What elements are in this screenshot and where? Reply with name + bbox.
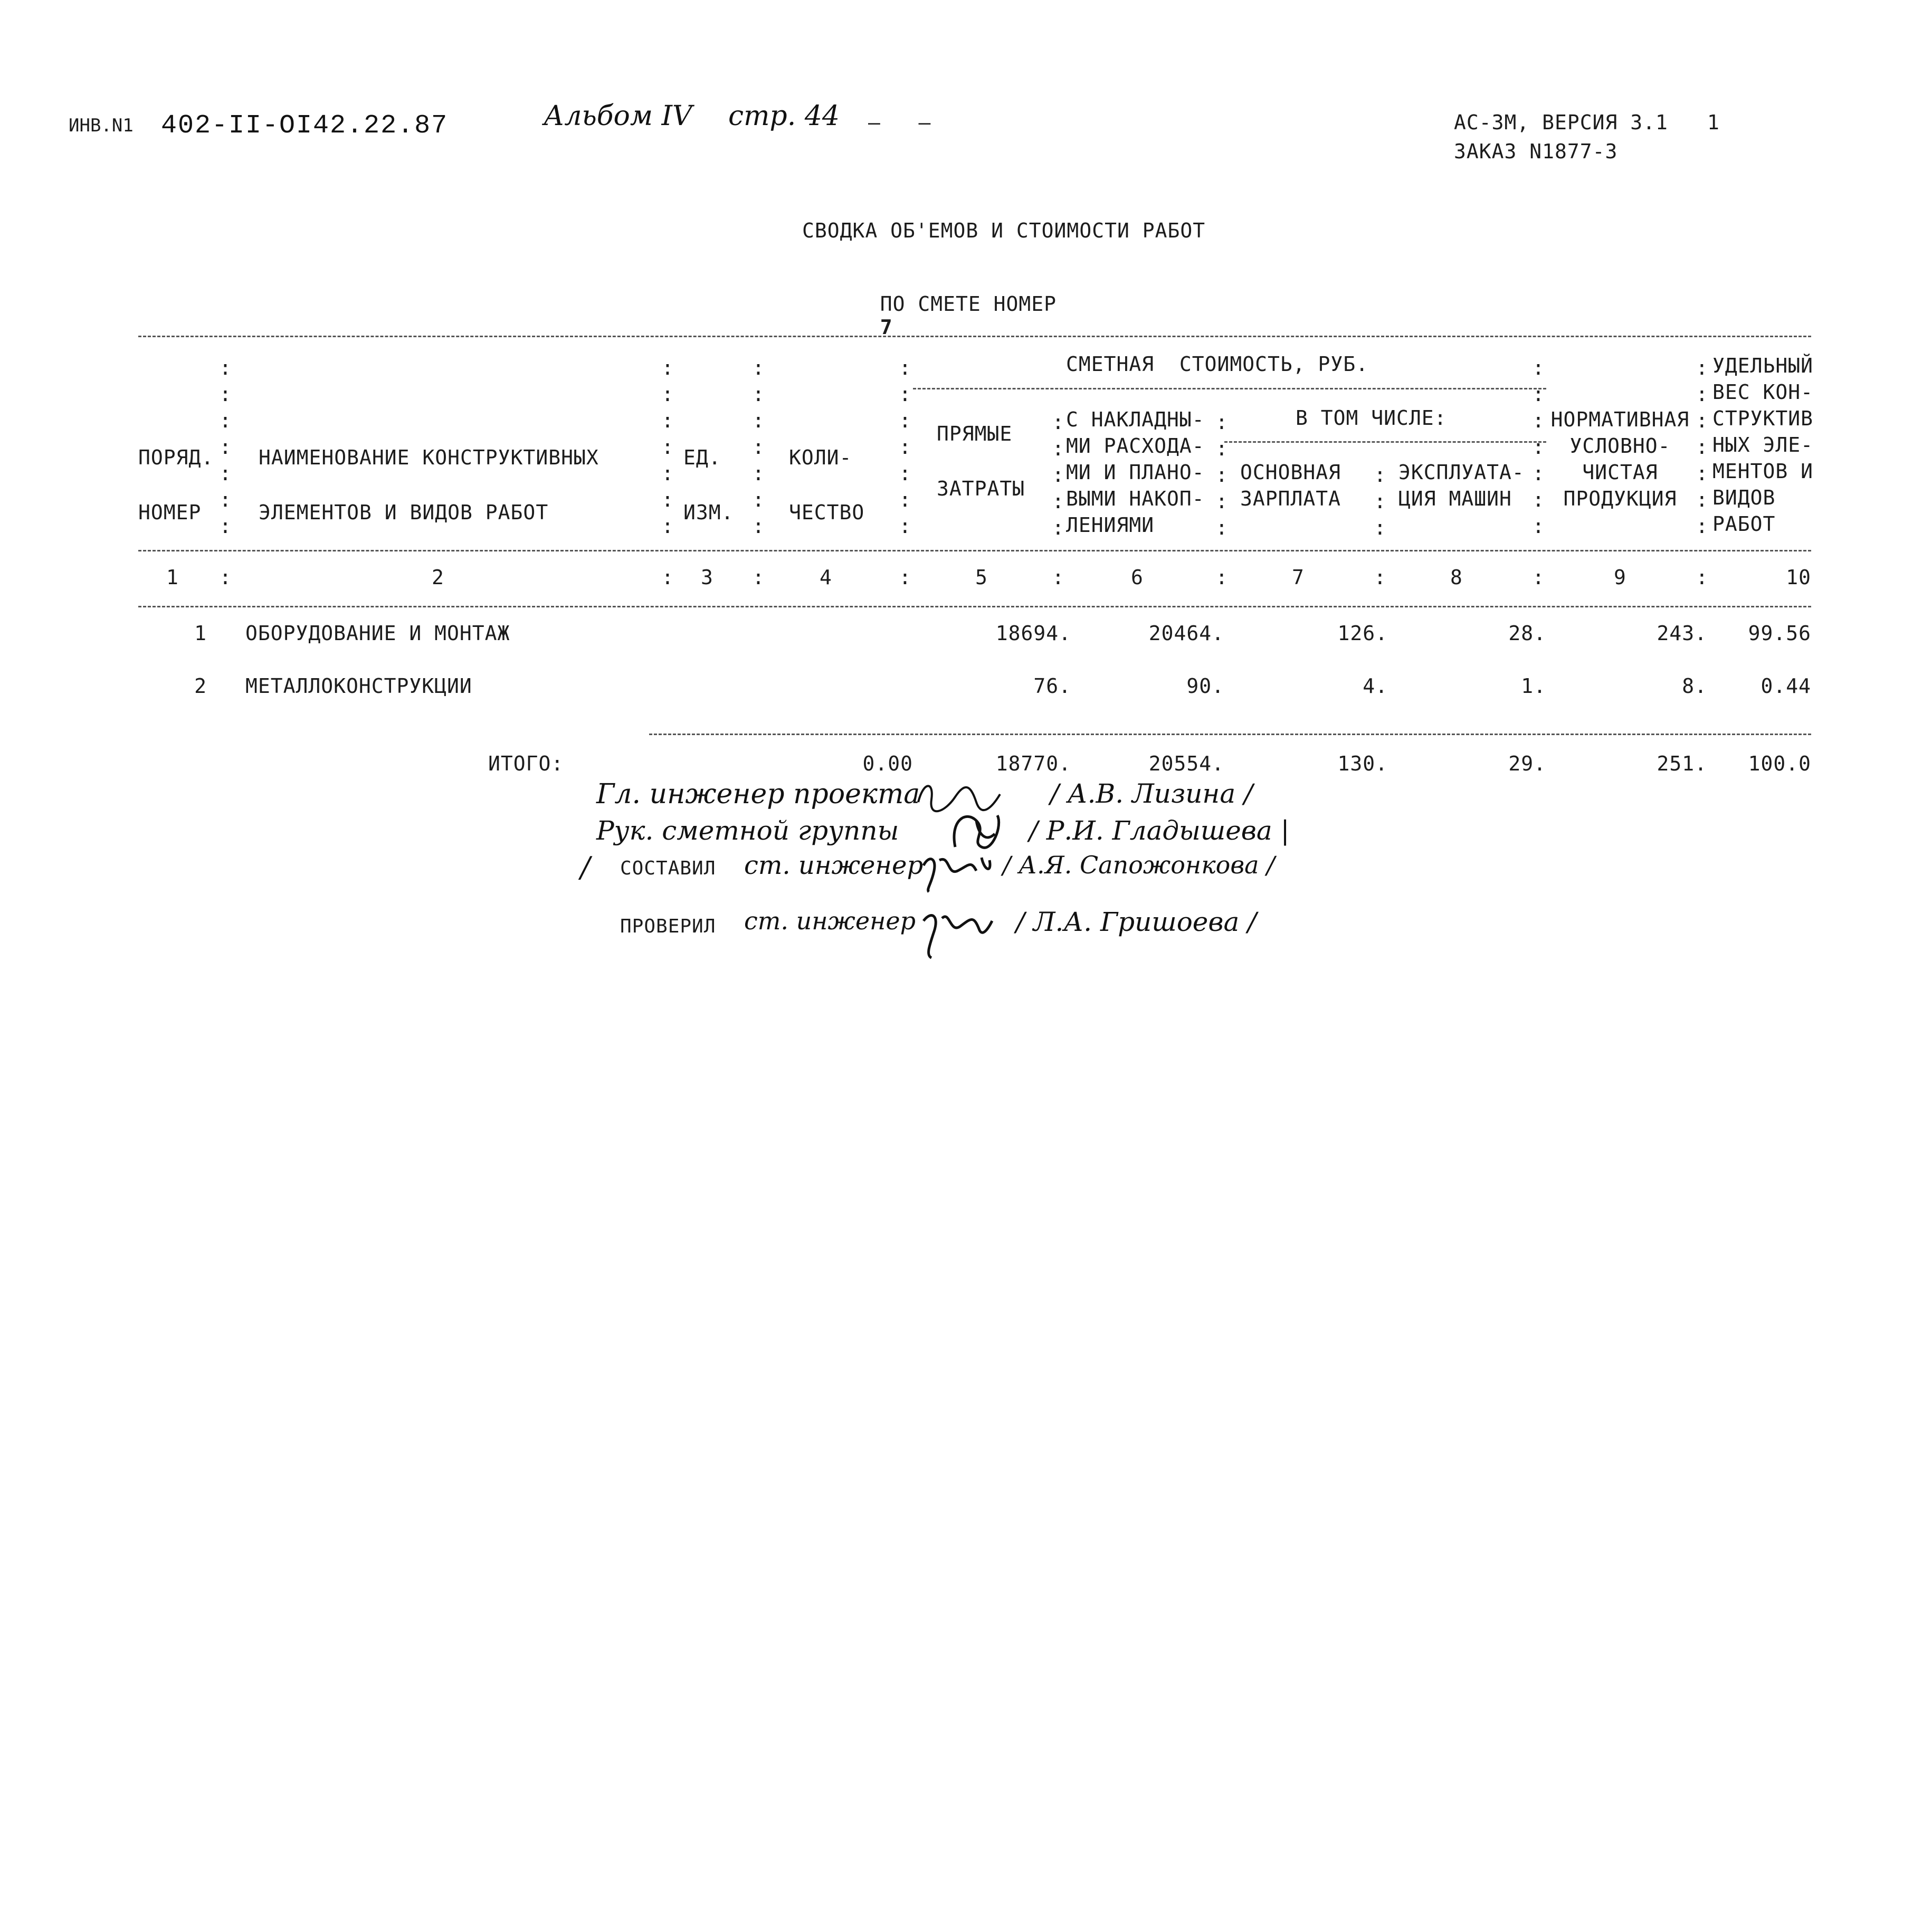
table-top-rule <box>138 336 1811 337</box>
col-header-overheads: С НАКЛАДНЫ- МИ РАСХОДА- МИ И ПЛАНО- ВЫМИ НАКОП- ЛЕНИЯМИ <box>1066 408 1205 537</box>
total-net-production: 251. <box>1657 752 1707 775</box>
column-number: 8 <box>1450 566 1463 589</box>
total-overheads: 20554. <box>1148 752 1224 775</box>
row-number: 2 <box>194 674 207 698</box>
header-dashes: – – <box>868 111 931 134</box>
total-wages: 130. <box>1337 752 1388 775</box>
cell-direct-costs: 18694. <box>995 622 1071 645</box>
signature-role: ст. инженер <box>744 907 916 935</box>
signature-name: / Л.А. Гришоева / <box>1016 907 1257 937</box>
column-number: 10 <box>1786 566 1811 589</box>
signature-prefix: СОСТАВИЛ <box>620 858 716 879</box>
row-name: ОБОРУДОВАНИЕ И МОНТАЖ <box>245 622 510 645</box>
signature-role: Рук. сметной группы <box>596 815 899 846</box>
column-number: 4 <box>820 566 832 589</box>
col-header-cost-group: СМЕТНАЯ СТОИМОСТЬ, РУБ. <box>1066 353 1369 376</box>
total-direct-costs: 18770. <box>995 752 1071 775</box>
document-title: СВОДКА ОБ'ЕМОВ И СТОИМОСТИ РАБОТ <box>802 219 1206 242</box>
total-label: ИТОГО: <box>488 752 564 775</box>
header-bottom-rule <box>138 550 1811 551</box>
estimate-number: 7 <box>880 316 893 339</box>
slash-mark: / <box>580 851 591 884</box>
total-machines: 29. <box>1508 752 1546 775</box>
col-header-order: ПОРЯД. НОМЕР <box>138 446 214 524</box>
signature-role: ст. инженер <box>744 851 924 880</box>
cell-specific-weight: 0.44 <box>1760 674 1811 698</box>
col-header-machines: ЭКСПЛУАТА- ЦИЯ МАШИН <box>1398 461 1525 510</box>
column-number: 7 <box>1292 566 1305 589</box>
subtitle-text: ПО СМЕТЕ НОМЕР <box>880 292 1057 316</box>
cell-overheads: 20464. <box>1148 622 1224 645</box>
signature-name: / Р.И. Гладышева | <box>1029 815 1290 846</box>
signature-prefix: ПРОВЕРИЛ <box>620 916 716 937</box>
program-version: АС-3М, ВЕРСИЯ 3.1 <box>1454 111 1668 134</box>
total-specific-weight: 100.0 <box>1748 752 1811 775</box>
sheet-number: 1 <box>1707 111 1720 134</box>
cell-wages: 126. <box>1337 622 1388 645</box>
column-number: 5 <box>975 566 988 589</box>
col-header-net-production: НОРМАТИВНАЯ УСЛОВНО- ЧИСТАЯ ПРОДУКЦИЯ <box>1550 408 1690 510</box>
column-number: 2 <box>432 566 444 589</box>
total-quantity: 0.00 <box>862 752 913 775</box>
row-name: МЕТАЛЛОКОНСТРУКЦИИ <box>245 674 472 698</box>
col-header-wages: ОСНОВНАЯ ЗАРПЛАТА <box>1240 461 1341 510</box>
cell-wages: 4. <box>1363 674 1388 698</box>
page-handwritten: стр. 44 <box>728 100 840 132</box>
cell-net-production: 8. <box>1682 674 1707 698</box>
row-number: 1 <box>194 622 207 645</box>
signature-scribble-3 <box>918 850 997 897</box>
col-header-unit: ЕД. ИЗМ. <box>683 446 734 524</box>
column-number: 1 <box>166 566 179 589</box>
column-number: 3 <box>701 566 713 589</box>
signature-scribble-4 <box>918 905 997 963</box>
signature-role: Гл. инженер проекта <box>596 778 920 810</box>
cell-net-production: 243. <box>1657 622 1707 645</box>
document-subtitle <box>855 269 1057 339</box>
cell-machines: 28. <box>1508 622 1546 645</box>
total-rule <box>649 734 1811 735</box>
incl-group-rule <box>1224 441 1546 443</box>
cell-overheads: 90. <box>1186 674 1224 698</box>
col-header-direct-costs: ПРЯМЫЕ ЗАТРАТЫ <box>937 422 1025 500</box>
cell-machines: 1. <box>1521 674 1546 698</box>
col-header-quantity: КОЛИ- ЧЕСТВО <box>789 446 865 524</box>
col-header-name: НАИМЕНОВАНИЕ КОНСТРУКТИВНЫХ ЭЛЕМЕНТОВ И ВИДОВ РАБОТ <box>259 446 599 524</box>
album-handwritten: Альбом IV <box>544 100 692 132</box>
inventory-label: ИНВ.N1 <box>69 115 134 136</box>
signature-name: / А.Я. Сапожонкова / <box>1003 851 1275 879</box>
column-number: 6 <box>1131 566 1144 589</box>
signature-name: / А.В. Лизина / <box>1050 778 1253 809</box>
column-number: 9 <box>1614 566 1626 589</box>
order-number: ЗАКАЗ N1877-3 <box>1454 140 1618 163</box>
inventory-number: 402-II-OI42.22.87 <box>161 111 449 141</box>
col-header-specific-weight: УДЕЛЬНЫЙ ВЕС КОН- СТРУКТИВ НЫХ ЭЛЕ- МЕНТОВ И ВИДОВ РАБОТ <box>1712 354 1814 536</box>
numbers-bottom-rule <box>138 606 1811 607</box>
cell-specific-weight: 99.56 <box>1748 622 1811 645</box>
col-header-incl-group: В ТОМ ЧИСЛЕ: <box>1296 406 1447 430</box>
cost-group-rule <box>913 388 1546 389</box>
cell-direct-costs: 76. <box>1033 674 1071 698</box>
